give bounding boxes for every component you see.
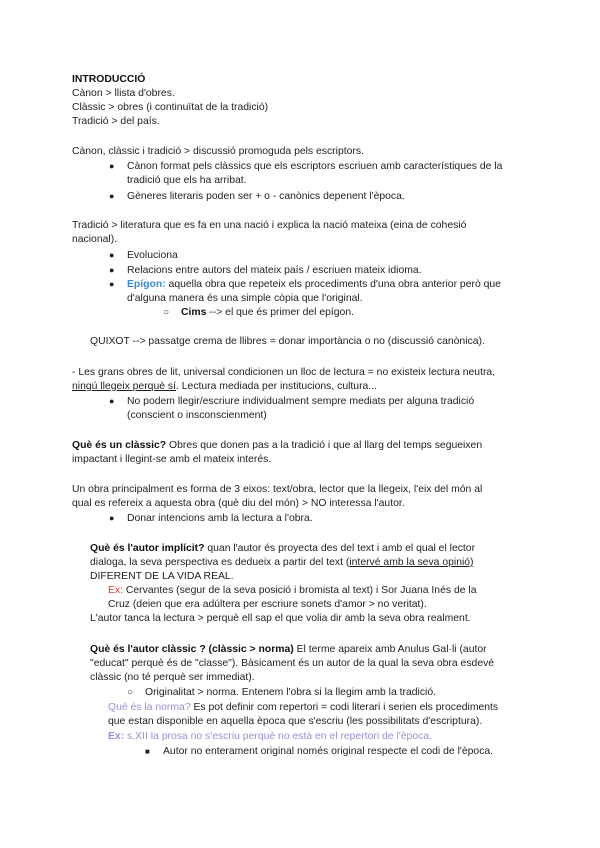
autor-implicit-line-2 — [90, 556, 474, 570]
canon-bullet-2: Gèneres literaris poden ser + o - canònics depenent l'època. — [127, 191, 405, 202]
norma-text: Es pot definir com repertori = codi literari i serien els procediments — [190, 702, 499, 713]
bullet-dot-icon: ● — [109, 265, 115, 275]
example2-text: s.XII la prosa no s'escriu perquè no està en el repertori de l'època. — [124, 731, 432, 742]
page-title: INTRODUCCIÓ — [72, 74, 146, 85]
classic-question: Què és un clàssic? — [72, 440, 167, 451]
epigon-text: aquella obra que repeteix els procediments d'una obra anterior però que — [165, 279, 501, 290]
epigon-line-2: d'alguna manera és una simple còpia que l'original. — [127, 293, 363, 304]
tradicio-bullet-1: Evoluciona — [127, 250, 178, 261]
autor-implicit-line-4: L'autor tanca la lectura > perquè ell sap el que volia dir amb la seva obra realment. — [90, 613, 471, 624]
bullet-dot-icon: ● — [109, 191, 115, 201]
classic-question-line-1 — [72, 439, 482, 453]
autor-implicit-question: Què és l'autor implícit? — [90, 543, 205, 554]
autor-implicit-example-2: Cruz (deien que era adúltera per escriure sonets d'amor > no veritat). — [108, 599, 427, 610]
cims-line — [181, 306, 354, 320]
example2-label: Ex: — [108, 731, 125, 742]
eixos-bullet: Donar intencions amb la lectura a l'obra. — [127, 513, 313, 524]
canon-bullet-1-l1: Cànon format pels clàssics que els escriptors escriuen amb característiques de la — [127, 161, 503, 172]
autor-implicit-line-1 — [90, 542, 475, 556]
autor-classic-line-2: "educat" perquè és de "classe"). Bàsicament és un autor de la qual la seva obra esdevé — [90, 658, 495, 669]
intro-line-1: Cànon > llista d'obres. — [72, 88, 175, 99]
cims-text: --> el que és primer del epígon. — [206, 307, 354, 318]
epigon-line-1 — [127, 278, 501, 292]
bullet-circle-icon: ○ — [127, 687, 134, 698]
norma-line-1 — [108, 701, 498, 715]
bullet-square-icon: ■ — [145, 747, 150, 756]
canon-bullet-1-l2: tradició que els ha arribat. — [127, 175, 247, 186]
eixos-line-1: Un obra principalment es forma de 3 eixos: text/obra, lector que la llegeix, l'eix del món al — [72, 484, 483, 495]
epigon-label: Epígon: — [127, 279, 166, 290]
autor-implicit-example-1 — [108, 584, 476, 598]
bullet-dot-icon: ● — [109, 250, 115, 260]
autor-classic-circle-1: Originalitat > norma. Entenem l'obra si la llegim amb la tradició. — [145, 687, 437, 698]
classic-question-line-2: impactant i llegint-se amb el mateix interés. — [72, 454, 272, 465]
grans-underline: ningú llegeix perquè sí — [72, 381, 176, 392]
tradicio-line-1: Tradició > literatura que es fa en una nació i explica la nació mateixa (eina de cohesió — [72, 220, 467, 231]
autor-implicit-line-3: DIFERENT DE LA VIDA REAL. — [90, 571, 234, 582]
norma-example — [108, 730, 432, 744]
canon-line: Cànon, clàssic i tradició > discussió promoguda pels escriptors. — [72, 146, 364, 157]
grans-bullet-l2: (conscient o insconscienment) — [127, 410, 267, 421]
bullet-dot-icon: ● — [109, 279, 115, 289]
autor-implicit-underline: intervé amb la seva opinió) — [349, 557, 474, 568]
autor-implicit-text: quan l'autor és proyecta des del text i amb el qual el lector — [204, 543, 476, 554]
classic-answer: Obres que donen pas a la tradició i que al llarg del temps segueixen — [166, 440, 483, 451]
autor-classic-question: Què és l'autor clàssic ? (clàssic > norma) — [90, 644, 294, 655]
bullet-dot-icon: ● — [109, 396, 115, 406]
autor-classic-line-1 — [90, 643, 487, 657]
autor-implicit-l2a: dialoga, la seva perspectiva es dedueix a partir del text ( — [90, 557, 350, 568]
autor-classic-text: El terme apareix amb Anulus Gal·li (autor — [293, 644, 487, 655]
example-text: Cervantes (segur de la seva posició i bromista al text) i Sor Juana Inés de la — [123, 585, 477, 596]
grans-line-2 — [72, 380, 377, 394]
intro-line-2: Clàssic > obres (i continuïtat de la tradició) — [72, 102, 269, 113]
quixot-line: QUIXOT --> passatge crema de llibres = donar importància o no (discussió canònica). — [90, 336, 485, 347]
cims-label: Cims — [181, 307, 207, 318]
eixos-line-2: qual es refereix a aquesta obra (què diu del món) > NO interessa l'autor. — [72, 498, 405, 509]
bullet-dot-icon: ● — [109, 161, 115, 171]
bullet-circle-icon: ○ — [163, 307, 170, 318]
grans-bullet-l1: No podem llegir/escriure individualment sempre mediats per alguna tradició — [127, 396, 475, 407]
grans-line-1: - Les grans obres de lit, universal condicionen un lloc de lectura = no existeix lectura neutra, — [72, 367, 496, 378]
norma-line-2: que estan disponible en aquella època que s'escriu (les possibilitats d'escriptura). — [108, 716, 483, 727]
tradicio-line-2: nacional). — [72, 234, 118, 245]
bullet-dot-icon: ● — [109, 513, 115, 523]
tradicio-bullet-2: Relacions entre autors del mateix país / escriuen mateix idioma. — [127, 265, 422, 276]
autor-classic-line-3: clàssic (no té perquè ser immediat). — [90, 672, 255, 683]
example-label: Ex: — [108, 585, 124, 596]
autor-classic-square-1: Autor no enterament original només original respecte el codi de l'època. — [163, 746, 494, 757]
intro-line-3: Tradició > del país. — [72, 116, 160, 127]
grans-rest: . Lectura mediada per institucions, cultura... — [175, 381, 377, 392]
norma-question: Què és la norma? — [108, 702, 191, 713]
